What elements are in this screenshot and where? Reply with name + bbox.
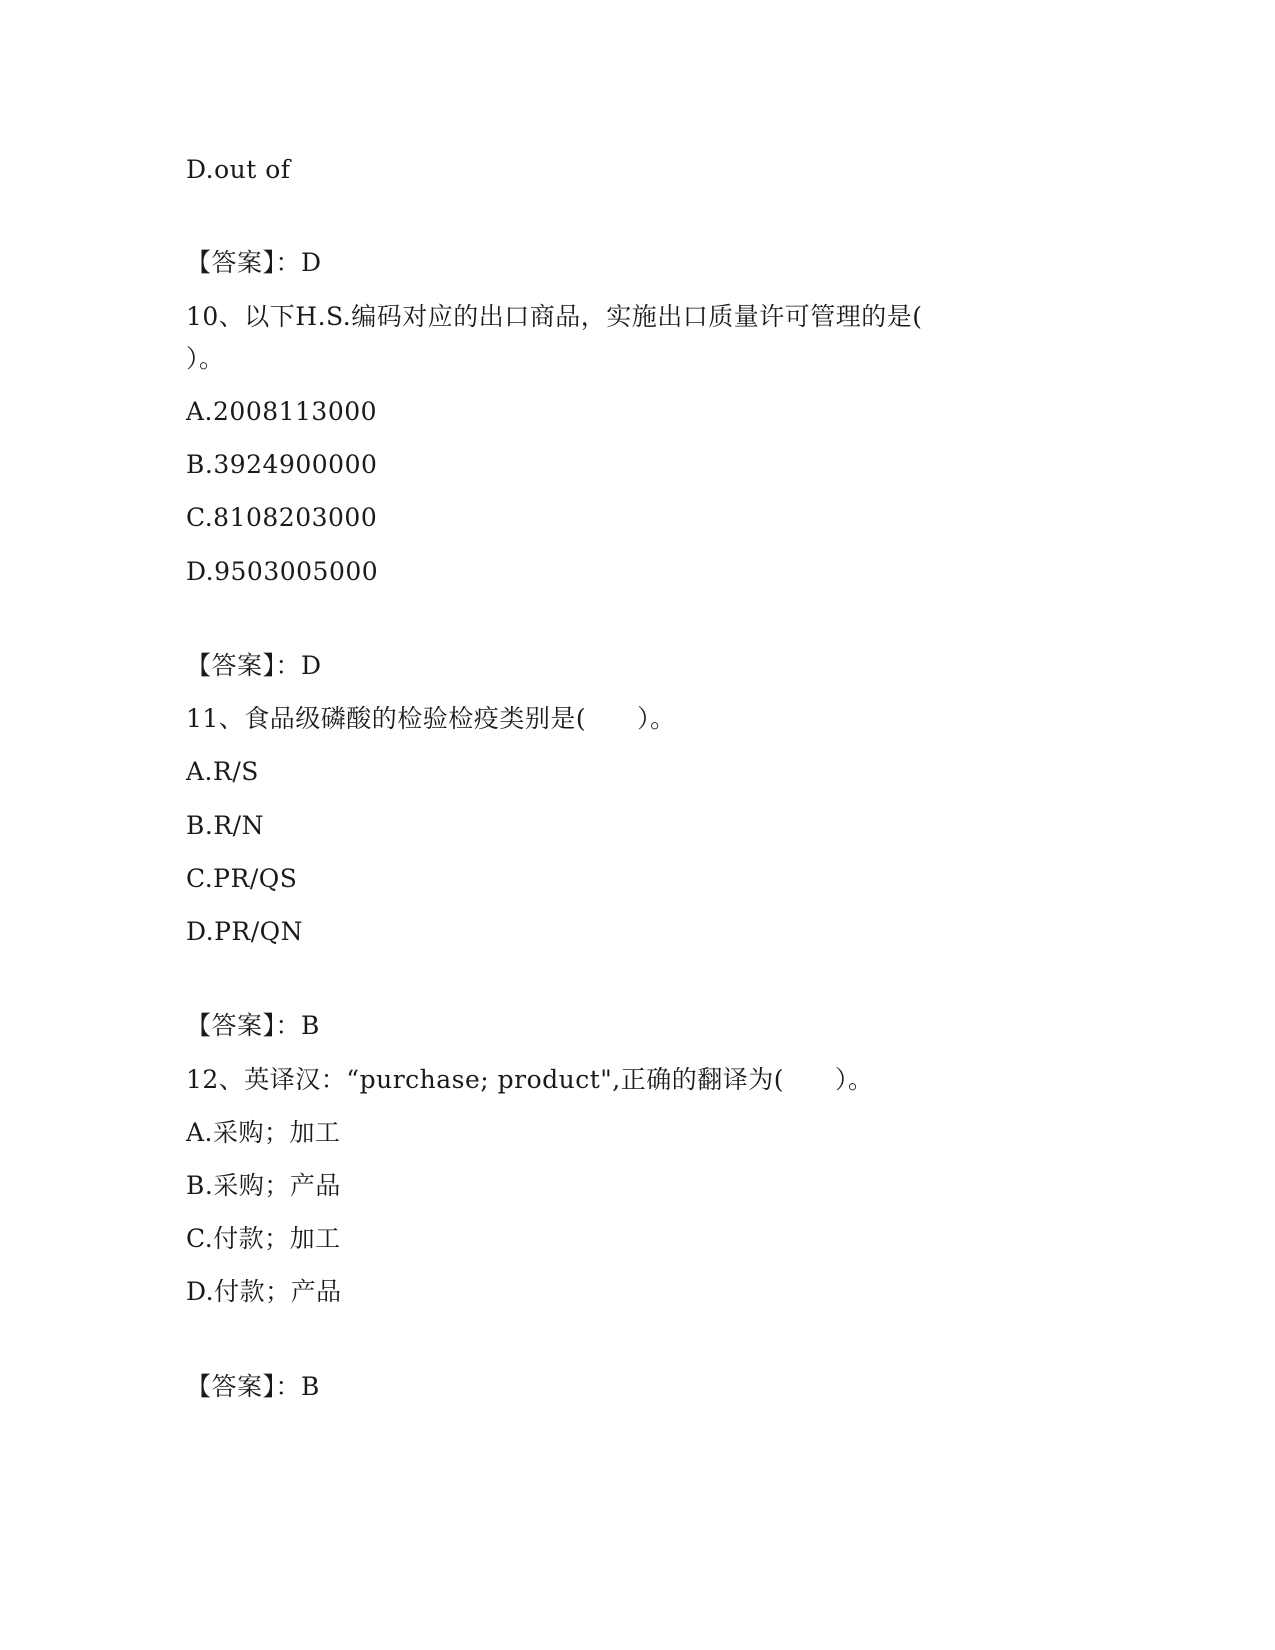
- q9-answer: 【答案】：D: [186, 248, 322, 277]
- q12-option-d: D.付款；产品: [186, 1277, 342, 1306]
- q11-stem: 11、食品级磷酸的检验检疫类别是( ）。: [186, 704, 676, 733]
- q11-answer: 【答案】：B: [186, 1011, 320, 1040]
- q11-option-c: C.PR/QS: [186, 864, 298, 893]
- q11-option-b: B.R/N: [186, 811, 264, 840]
- q12-option-b: B.采购；产品: [186, 1171, 341, 1200]
- q10-option-d: D.9503005000: [186, 557, 379, 586]
- q9-option-d: D.out of: [186, 155, 291, 184]
- q10-option-c: C.8108203000: [186, 503, 378, 532]
- q12-answer: 【答案】：B: [186, 1372, 320, 1401]
- q12-stem: 12、英译汉：“purchase; product",正确的翻译为( ）。: [186, 1065, 874, 1094]
- q11-option-a: A.R/S: [186, 757, 259, 786]
- q10-option-a: A.2008113000: [186, 397, 378, 426]
- q11-option-d: D.PR/QN: [186, 917, 304, 946]
- q12-option-a: A.采购；加工: [186, 1118, 341, 1147]
- q10-answer: 【答案】：D: [186, 651, 322, 680]
- q10-option-b: B.3924900000: [186, 450, 378, 479]
- q10-stem-line1: 10、以下H.S.编码对应的出口商品，实施出口质量许可管理的是(: [186, 302, 923, 331]
- q12-option-c: C.付款；加工: [186, 1224, 341, 1253]
- q10-stem-line2: ）。: [186, 344, 225, 373]
